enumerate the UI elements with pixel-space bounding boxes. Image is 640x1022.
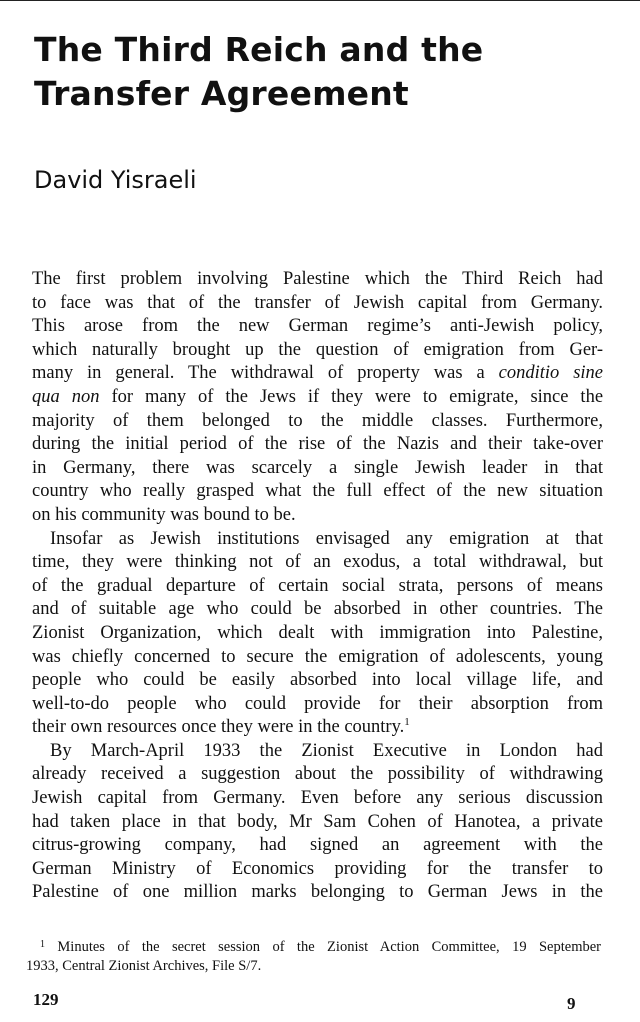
article-body [32, 268, 603, 905]
body-line: during the initial period of the rise of the Nazis and their take-over [32, 434, 603, 455]
body-line: Insofar as Jewish institutions envisaged any emigration at that [50, 528, 603, 549]
page-number-right: 9 [567, 994, 576, 1013]
body-line: By March-April 1933 the Zionist Executive in London had [50, 740, 603, 761]
footnote [26, 938, 601, 976]
body-line: This arose from the new German regime’s anti-Jewish policy, [32, 316, 603, 337]
body-line: on his community was bound to be. [32, 504, 296, 525]
body-line: time, they were thinking not of an exodus, a total withdrawal, but [32, 552, 603, 573]
title-line: Transfer Agreement [34, 74, 409, 113]
body-line: country who really grasped what the full effect of the new situation [32, 481, 603, 502]
body-text: their own resources once they were in the country. [32, 717, 405, 738]
body-line: was chiefly concerned to secure the emigration of adolescents, young [32, 646, 603, 667]
footnote-reference[interactable]: 1 [404, 716, 410, 729]
body-line: citrus-growing company, had signed an agreement with the [32, 835, 603, 856]
footnote-line [26, 938, 601, 957]
body-line: people who could be easily absorbed into local village life, and [32, 670, 603, 691]
footnote-line: 1933, Central Zionist Archives, File S/7. [26, 958, 262, 974]
body-line [32, 386, 603, 410]
body-line: in Germany, there was scarcely a single Jewish leader in that [32, 457, 603, 478]
body-line: had taken place in that body, Mr Sam Cohen of Hanotea, a private [32, 811, 603, 832]
body-line: The first problem involving Palestine which the Third Reich had [32, 269, 603, 289]
article-title [34, 28, 614, 116]
body-line: majority of them belonged to the middle classes. Furthermore, [32, 410, 603, 431]
body-line: well-to-do people who could provide for their absorption from [32, 693, 603, 714]
body-line [32, 362, 603, 386]
footnote-text: Minutes of the secret session of the Zionist Action Committee, 19 September [57, 939, 601, 955]
top-rule [0, 0, 640, 1]
body-line: which naturally brought up the question of emigration from Ger- [32, 339, 603, 360]
footnote-marker: 1 [40, 939, 45, 950]
title-line: The Third Reich and the [34, 30, 484, 69]
body-line: German Ministry of Economics providing for the transfer to [32, 858, 603, 879]
latin-phrase: conditio sine [498, 363, 603, 384]
body-text: for many of the Jews if they were to emigrate, since the [111, 386, 603, 407]
body-line: to face was that of the transfer of Jewish capital from Germany. [32, 292, 603, 313]
body-text: many in general. The withdrawal of property was a [32, 363, 485, 384]
body-line [32, 716, 603, 740]
body-line: Zionist Organization, which dealt with immigration into Palestine, [32, 622, 603, 643]
body-line: Jewish capital from Germany. Even before any serious discussion [32, 788, 603, 809]
body-line: already received a suggestion about the possibility of withdrawing [32, 764, 603, 785]
latin-phrase: qua non [32, 386, 100, 407]
body-line: Palestine of one million marks belonging to German Jews in the [32, 882, 603, 903]
body-line: and of suitable age who could be absorbed in other countries. The [32, 599, 603, 620]
author-name: David Yisraeli [34, 166, 197, 194]
body-line: of the gradual departure of certain social strata, persons of means [32, 575, 603, 596]
page-number-left: 129 [33, 990, 59, 1009]
